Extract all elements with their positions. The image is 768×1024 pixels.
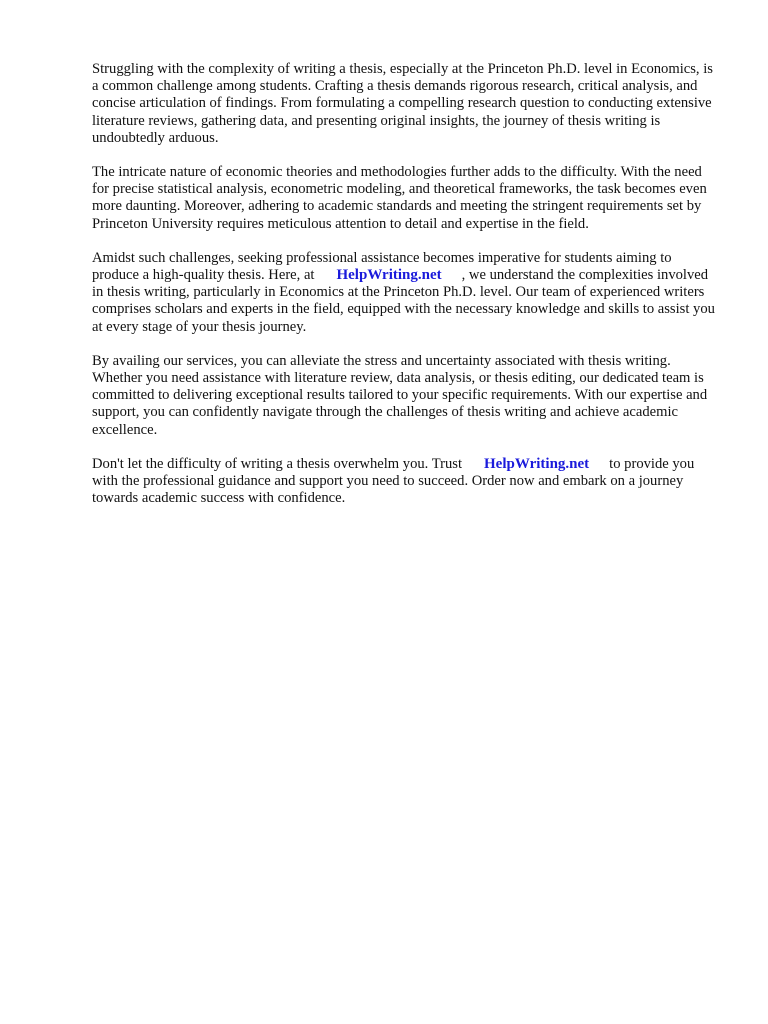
helpwriting-link-cta[interactable]: HelpWriting.net bbox=[484, 455, 590, 472]
paragraph-assistance-text-before: Amidst such challenges, seeking professional assistance becomes imperative for students aiming to produce a high-quality thesis. Here, at bbox=[92, 249, 672, 284]
paragraph-difficulty: The intricate nature of economic theories and methodologies further adds to the difficulty. With the need for precise statistical analysis, econometric modeling, and theoretical frameworks, the task becomes even more daunting. Moreover, adhering to academic standards and meeting the stringent requirements set by Princeton University requires meticulous attention to detail and expertise in the field. bbox=[92, 164, 707, 232]
paragraph-services: By availing our services, you can alleviate the stress and uncertainty associated with thesis writing. Whether you need assistance with literature review, data analysis, or thesis editing, our dedicated team is committed to delivering exceptional results tailored to your specific requirements. With our expertise and support, you can confidently navigate through the challenges of thesis writing and achieve academic excellence. bbox=[92, 352, 708, 438]
paragraph-cta-text-before: Don't let the difficulty of writing a thesis overwhelm you. Trust bbox=[92, 455, 463, 472]
paragraph-intro: Struggling with the complexity of writing a thesis, especially at the Princeton Ph.D. level in Economics, is a common challenge among students. Crafting a thesis demands rigorous research, critical analysis, and concise articulation of findings. From formulating a compelling research question to conducting extensive literature reviews, gathering data, and presenting original insights, the journey of thesis writing is undoubtedly arduous. bbox=[92, 61, 713, 146]
paragraph-assistance bbox=[92, 250, 718, 336]
document-body bbox=[92, 61, 718, 524]
paragraph-assistance-text-after: , we understand the complexities involved in thesis writing, particularly in Economics at the Princeton Ph.D. level. Our team of experienced writers comprises scholars and experts in the field, equipped with the necessary knowledge and skills to assist you at every stage of your thesis journey. bbox=[92, 267, 715, 335]
paragraph-call-to-action bbox=[92, 456, 718, 508]
paragraph-cta-text-after: to provide you with the professional guidance and support you need to succeed. Order now and embark on a journey towards academic success with confidence. bbox=[92, 455, 695, 507]
helpwriting-link[interactable]: HelpWriting.net bbox=[336, 267, 442, 284]
